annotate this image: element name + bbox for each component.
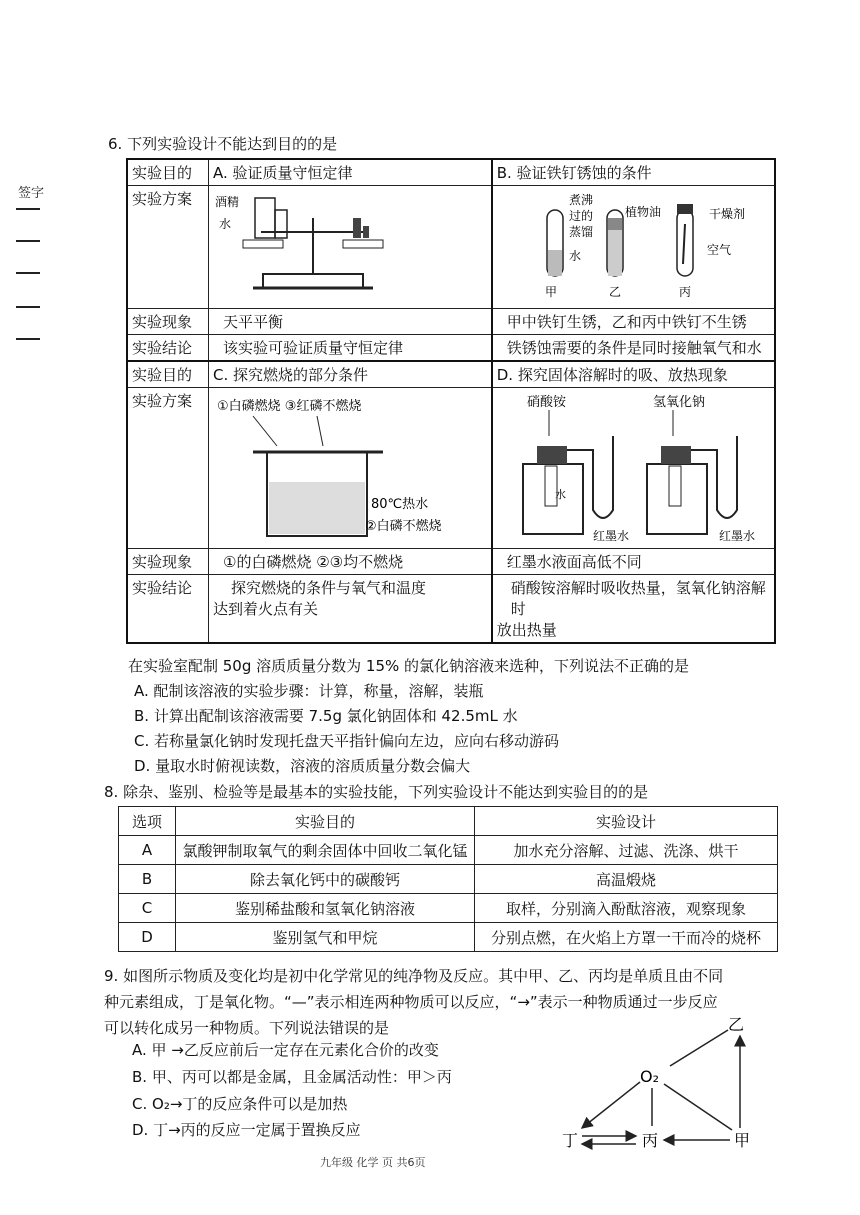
row-label: 实验目的 — [127, 361, 209, 388]
distilled-label: 蒸馏 — [568, 225, 593, 239]
margin-line — [16, 338, 40, 340]
q8-header-option: 选项 — [119, 807, 176, 836]
q9-stem-line1: 9. 如图所示物质及变化均是初中化学常见的纯净物及反应。其中甲、乙、丙均是单质且由不同 — [104, 967, 724, 985]
q8-cell: 分别点燃，在火焰上方罩一干而冷的烧杯 — [475, 923, 778, 952]
q8-cell: 取样，分别滴入酚酞溶液，观察现象 — [475, 894, 778, 923]
q8-cell: A — [119, 836, 176, 865]
row-label: 实验现象 — [127, 309, 209, 335]
node-jia: 甲 — [734, 1131, 751, 1150]
table-row — [119, 923, 778, 952]
tube-bing-label: 丙 — [678, 285, 691, 299]
row-label: 实验方案 — [127, 186, 209, 309]
q9-stem-line3: 可以转化成另一种物质。下列说法错误的是 — [104, 1019, 390, 1037]
q6b-figure — [492, 186, 775, 309]
row-label: 实验目的 — [127, 159, 209, 186]
edge-o2-ding — [582, 1082, 640, 1128]
q6c-conclusion-line2: 达到着火点有关 — [213, 600, 319, 618]
alcohol-label: 酒精 — [215, 195, 240, 209]
q9-option-c: C. O₂→丁的反应条件可以是加热 — [132, 1095, 348, 1113]
row-label: 实验结论 — [127, 335, 209, 362]
q6b-goal: B. 验证铁钉锈蚀的条件 — [492, 159, 775, 186]
q6c-conclusion — [209, 575, 492, 644]
q8-cell: 加水充分溶解、过滤、洗涤、烘干 — [475, 836, 778, 865]
q8-header-design: 实验设计 — [475, 807, 778, 836]
q8-stem: 8. 除杂、鉴别、检验等是最基本的实验技能，下列实验设计不能达到实验目的的是 — [104, 783, 649, 801]
q6c-figure — [209, 388, 492, 549]
q7-option-a: A. 配制该溶液的实验步骤：计算，称量，溶解，装瓶 — [134, 682, 484, 700]
table-row — [119, 836, 778, 865]
hot-water-label: 80℃热水 — [371, 497, 429, 512]
edge-o2-jia — [664, 1084, 732, 1130]
q9-option-a: A. 甲 →乙反应前后一定存在元素化合价的改变 — [132, 1041, 439, 1059]
combustion-figure — [213, 390, 442, 546]
q6c-conclusion-line1: 探究燃烧的条件与氧气和温度 — [231, 579, 427, 597]
q7-block — [128, 656, 689, 776]
q8-cell: 鉴别稀盐酸和氢氧化钠溶液 — [176, 894, 475, 923]
q6b-phenomenon: 甲中铁钉生锈，乙和丙中铁钉不生锈 — [492, 309, 775, 335]
tube-yi-label: 乙 — [608, 285, 621, 299]
row-label: 实验方案 — [127, 388, 209, 549]
ammonium-nitrate-label: 硝酸铵 — [526, 395, 566, 410]
q8-cell: 鉴别氢气和甲烷 — [176, 923, 475, 952]
water-label: 水 — [554, 488, 566, 501]
air-label: 空气 — [706, 243, 731, 257]
q9-stem-line2: 种元素组成，丁是氧化物。“—”表示相连两种物质可以反应，“→”表示一种物质通过一步反应 — [104, 993, 718, 1011]
q7-option-b: B. 计算出配制该溶液需要 7.5g 氯化钠固体和 42.5mL 水 — [134, 707, 518, 725]
q6d-conclusion-line1: 硝酸铵溶解时吸收热量，氢氧化钠溶解时 — [510, 579, 766, 618]
edge-o2-yi — [670, 1030, 728, 1066]
q6a-conclusion: 该实验可验证质量守恒定律 — [209, 335, 492, 362]
q6-stem: 6. 下列实验设计不能达到目的的是 — [108, 135, 338, 153]
q8-table — [118, 806, 778, 952]
combustion-bottom-label: ②白磷不燃烧 — [365, 519, 442, 534]
q9-option-b: B. 甲、丙可以都是金属，且金属活动性：甲＞丙 — [132, 1068, 452, 1086]
q7-option-d: D. 量取水时俯视读数，溶液的溶质质量分数会偏大 — [134, 757, 471, 775]
q6d-figure — [492, 388, 775, 549]
q8-cell: C — [119, 894, 176, 923]
row-label: 实验现象 — [127, 549, 209, 575]
combustion-top-label: ①白磷燃烧 ③红磷不燃烧 — [217, 399, 362, 414]
q6a-phenomenon: 天平平衡 — [209, 309, 492, 335]
q8-cell: 除去氧化钙中的碳酸钙 — [176, 865, 475, 894]
q6d-conclusion-line2: 放出热量 — [496, 621, 557, 639]
red-ink-label-2: 红墨水 — [718, 529, 755, 543]
margin-line — [16, 306, 40, 308]
water-label: 水 — [219, 217, 232, 231]
boiled-label: 煮沸 — [568, 193, 593, 207]
q6d-goal: D. 探究固体溶解时的吸、放热现象 — [492, 361, 775, 388]
q6a-figure — [209, 186, 492, 309]
q6a-goal: A. 验证质量守恒定律 — [209, 159, 492, 186]
margin-line — [16, 208, 40, 210]
q7-option-c: C. 若称量氯化钠时发现托盘天平指针偏向左边，应向右移动游码 — [134, 732, 560, 750]
tube-jia-label: 甲 — [544, 285, 557, 299]
q7-stem: 在实验室配制 50g 溶质质量分数为 15% 的氯化钠溶液来选种，下列说法不正确的是 — [128, 657, 690, 675]
table-row — [119, 894, 778, 923]
dissolution-figure — [497, 390, 827, 546]
q6b-conclusion: 铁锈蚀需要的条件是同时接触氧气和水 — [492, 335, 775, 362]
margin-line — [16, 272, 40, 274]
margin-line — [16, 240, 40, 242]
boiled-label-2: 过的 — [568, 209, 593, 223]
q8-cell: 高温煅烧 — [475, 865, 778, 894]
q9-relationship-diagram — [560, 1010, 790, 1160]
node-yi: 乙 — [728, 1015, 745, 1034]
row-label: 实验结论 — [127, 575, 209, 644]
q6d-conclusion — [492, 575, 775, 644]
q9-option-d: D. 丁→丙的反应一定属于置换反应 — [132, 1121, 361, 1139]
oil-label: 植物油 — [624, 205, 661, 219]
water-label: 水 — [568, 249, 581, 263]
balance-figure — [213, 188, 433, 306]
q6c-phenomenon: ①的白磷燃烧 ②③均不燃烧 — [209, 549, 492, 575]
q6c-goal: C. 探究燃烧的部分条件 — [209, 361, 492, 388]
node-o2: O₂ — [640, 1067, 660, 1086]
q8-cell: D — [119, 923, 176, 952]
desiccant-label: 干燥剂 — [708, 207, 745, 221]
node-bing: 丙 — [642, 1131, 659, 1150]
table-row — [119, 865, 778, 894]
q8-header-goal: 实验目的 — [176, 807, 475, 836]
q6d-phenomenon: 红墨水液面高低不同 — [492, 549, 775, 575]
page-footer: 九年级 化学 页 共6页 — [320, 1156, 426, 1169]
node-ding: 丁 — [562, 1131, 579, 1150]
q6-table — [126, 158, 776, 644]
q8-cell: B — [119, 865, 176, 894]
nail-tubes-figure — [497, 188, 827, 306]
red-ink-label-1: 红墨水 — [592, 529, 629, 543]
sodium-hydroxide-label: 氢氧化钠 — [652, 395, 705, 410]
q8-cell: 氯酸钾制取氧气的剩余固体中回收二氧化锰 — [176, 836, 475, 865]
margin-signature-label: 签字 — [18, 186, 45, 201]
